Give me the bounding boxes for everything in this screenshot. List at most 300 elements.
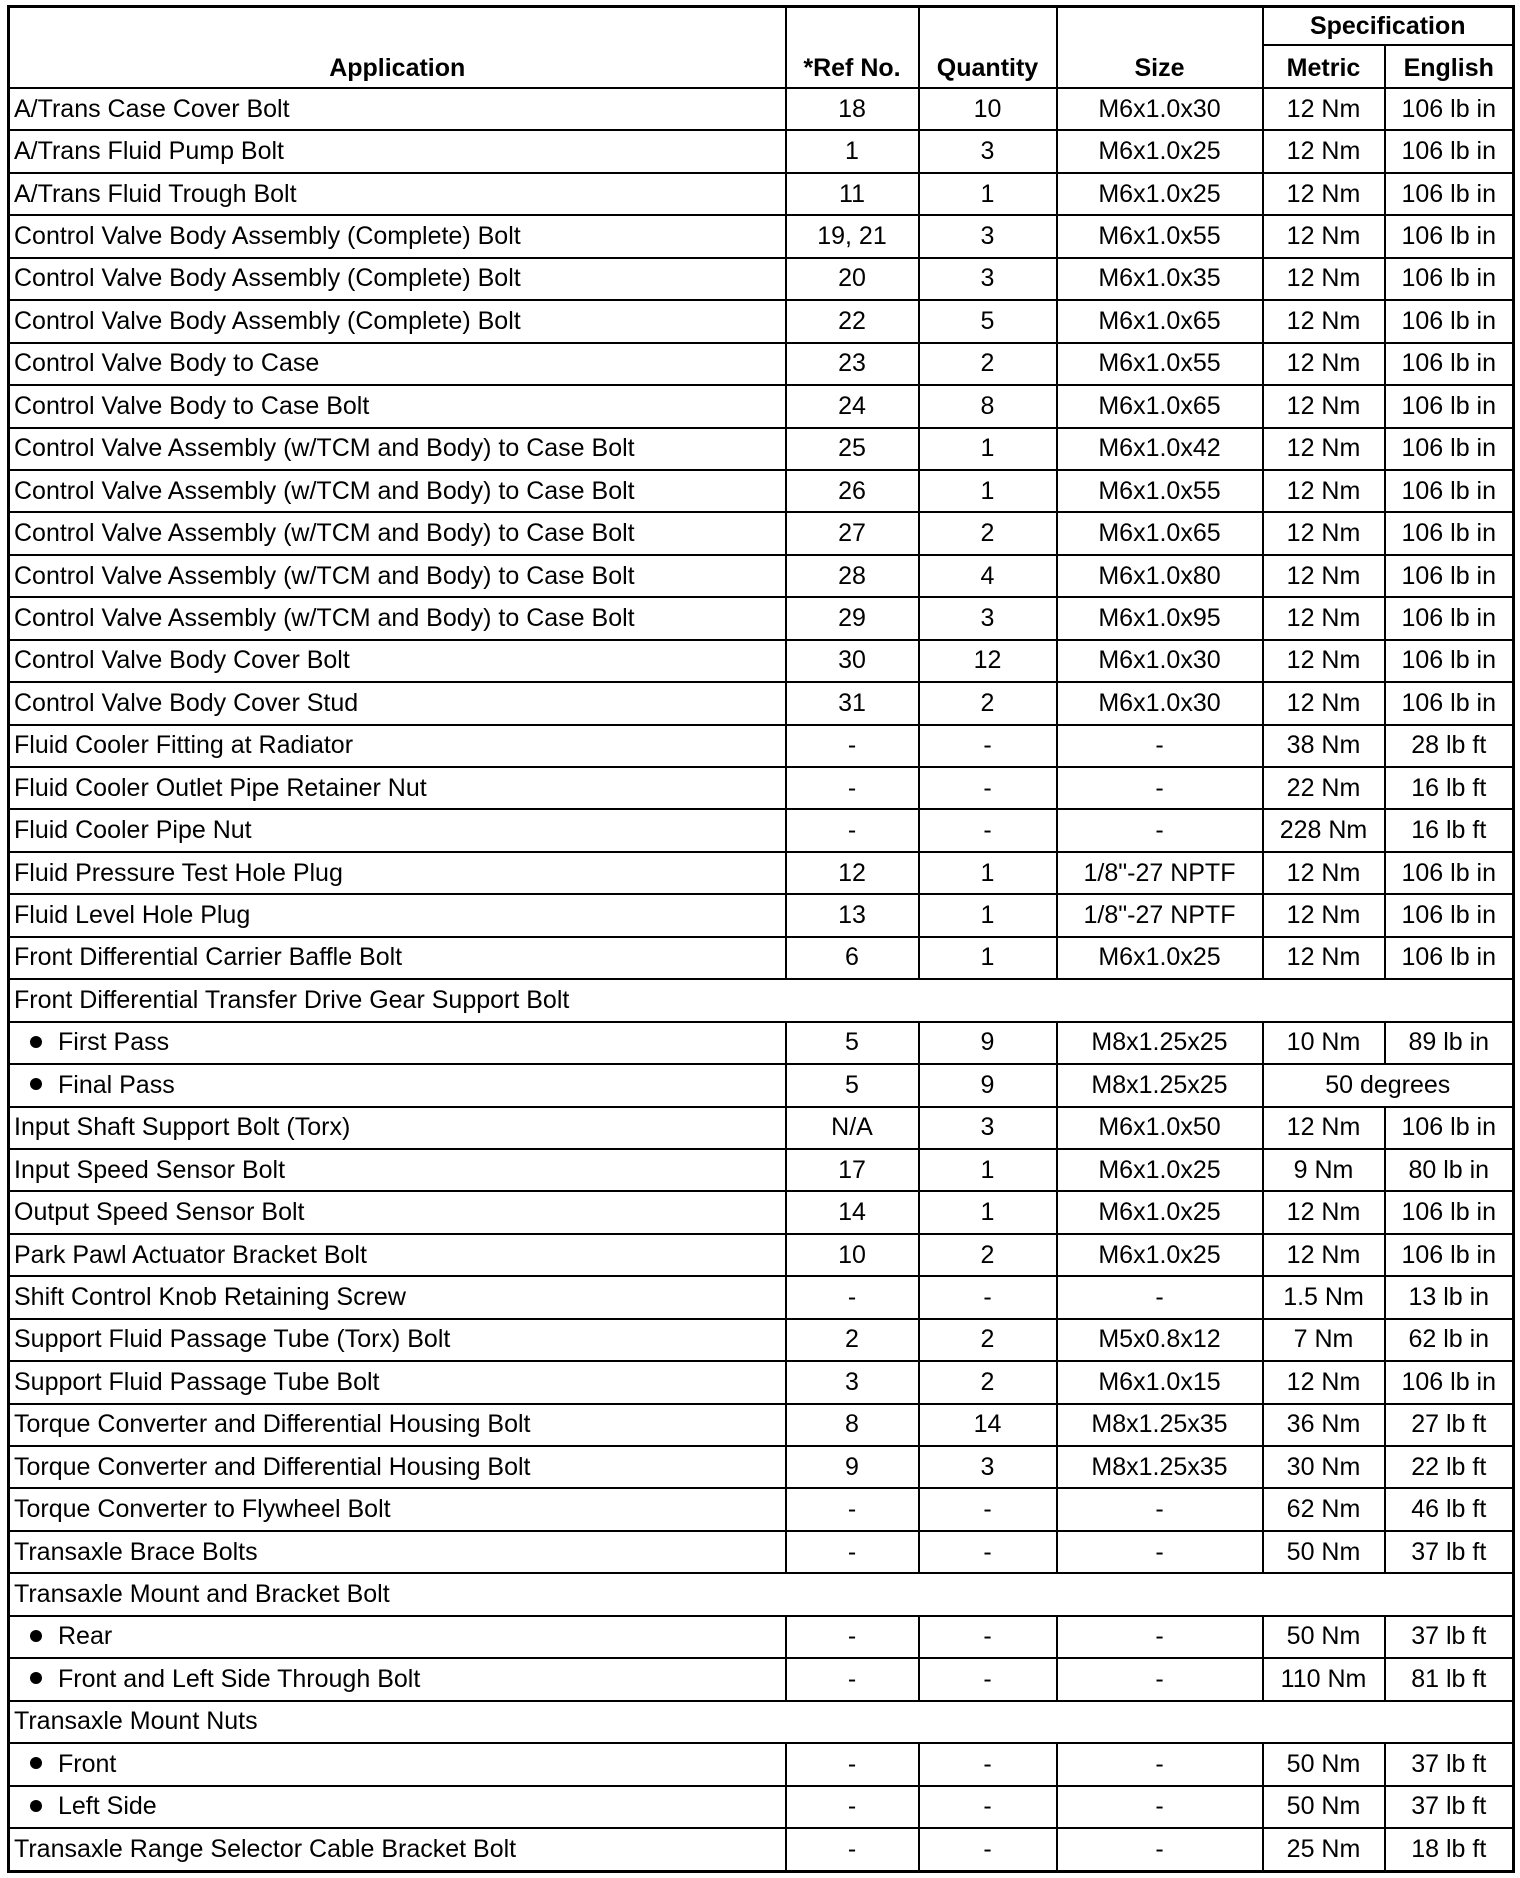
quantity-cell: 2 xyxy=(919,1234,1057,1276)
ref-no-cell: 3 xyxy=(786,1361,919,1403)
application-cell: Control Valve Body to Case xyxy=(9,343,786,385)
table-row xyxy=(9,1828,1514,1872)
metric-cell: 22 Nm xyxy=(1263,767,1385,809)
size-cell: 1/8"-27 NPTF xyxy=(1057,852,1263,894)
quantity-cell: 1 xyxy=(919,428,1057,470)
metric-cell: 228 Nm xyxy=(1263,809,1385,851)
size-cell: M6x1.0x30 xyxy=(1057,640,1263,682)
metric-cell: 12 Nm xyxy=(1263,1234,1385,1276)
quantity-cell: 5 xyxy=(919,300,1057,342)
application-cell: Torque Converter and Differential Housing Bolt xyxy=(9,1446,786,1488)
quantity-cell: 3 xyxy=(919,258,1057,300)
size-cell: M6x1.0x55 xyxy=(1057,470,1263,512)
bullet-icon xyxy=(30,1757,42,1769)
ref-no-cell: - xyxy=(786,1531,919,1573)
table-row xyxy=(9,1743,1514,1785)
metric-cell: 50 Nm xyxy=(1263,1531,1385,1573)
english-cell: 18 lb ft xyxy=(1385,1828,1514,1872)
metric-cell: 12 Nm xyxy=(1263,852,1385,894)
size-cell: M6x1.0x95 xyxy=(1057,597,1263,639)
group-label-cell: Transaxle Mount Nuts xyxy=(9,1701,1514,1743)
size-cell: M8x1.25x25 xyxy=(1057,1022,1263,1064)
ref-no-cell: 22 xyxy=(786,300,919,342)
english-cell: 106 lb in xyxy=(1385,682,1514,724)
size-cell: M6x1.0x25 xyxy=(1057,130,1263,172)
english-cell: 106 lb in xyxy=(1385,1234,1514,1276)
english-cell: 106 lb in xyxy=(1385,173,1514,215)
table-row xyxy=(9,1404,1514,1446)
metric-cell: 12 Nm xyxy=(1263,343,1385,385)
table-row xyxy=(9,894,1514,936)
table-row xyxy=(9,1107,1514,1149)
ref-no-cell: 25 xyxy=(786,428,919,470)
ref-no-cell: 14 xyxy=(786,1191,919,1233)
english-cell: 106 lb in xyxy=(1385,470,1514,512)
column-header-application: Application xyxy=(9,7,786,89)
group-label-cell: Front Differential Transfer Drive Gear Support Bolt xyxy=(9,979,1514,1021)
ref-no-cell: - xyxy=(786,1743,919,1785)
english-cell: 28 lb ft xyxy=(1385,725,1514,767)
metric-cell: 30 Nm xyxy=(1263,1446,1385,1488)
ref-no-cell: 1 xyxy=(786,130,919,172)
ref-no-cell: - xyxy=(786,1276,919,1318)
english-cell: 106 lb in xyxy=(1385,937,1514,979)
application-label: Final Pass xyxy=(58,1070,175,1099)
size-cell: - xyxy=(1057,1531,1263,1573)
size-cell: M6x1.0x65 xyxy=(1057,300,1263,342)
bullet-icon xyxy=(30,1036,42,1048)
ref-no-cell: 28 xyxy=(786,555,919,597)
application-cell: Fluid Cooler Outlet Pipe Retainer Nut xyxy=(9,767,786,809)
quantity-cell: 4 xyxy=(919,555,1057,597)
metric-cell: 12 Nm xyxy=(1263,1107,1385,1149)
ref-no-cell: 9 xyxy=(786,1446,919,1488)
metric-cell: 7 Nm xyxy=(1263,1319,1385,1361)
quantity-cell: - xyxy=(919,767,1057,809)
metric-cell: 50 Nm xyxy=(1263,1786,1385,1828)
size-cell: M6x1.0x15 xyxy=(1057,1361,1263,1403)
quantity-cell: - xyxy=(919,809,1057,851)
quantity-cell: 3 xyxy=(919,597,1057,639)
english-cell: 37 lb ft xyxy=(1385,1743,1514,1785)
quantity-cell: 9 xyxy=(919,1022,1057,1064)
size-cell: M6x1.0x25 xyxy=(1057,937,1263,979)
application-cell: Control Valve Assembly (w/TCM and Body) to Case Bolt xyxy=(9,555,786,597)
quantity-cell: - xyxy=(919,1616,1057,1658)
size-cell: M6x1.0x50 xyxy=(1057,1107,1263,1149)
quantity-cell: - xyxy=(919,1786,1057,1828)
bullet-icon xyxy=(30,1672,42,1684)
quantity-cell: 9 xyxy=(919,1064,1057,1106)
metric-cell: 12 Nm xyxy=(1263,300,1385,342)
metric-cell: 12 Nm xyxy=(1263,682,1385,724)
english-cell: 81 lb ft xyxy=(1385,1658,1514,1700)
application-cell xyxy=(9,1064,786,1106)
metric-cell: 12 Nm xyxy=(1263,640,1385,682)
bullet-icon xyxy=(30,1078,42,1090)
table-row xyxy=(9,512,1514,554)
column-header-quantity: Quantity xyxy=(919,7,1057,89)
application-label: Left Side xyxy=(58,1792,157,1821)
english-cell: 106 lb in xyxy=(1385,258,1514,300)
application-cell: Front Differential Carrier Baffle Bolt xyxy=(9,937,786,979)
column-header-english: English xyxy=(1385,45,1514,88)
table-row xyxy=(9,1361,1514,1403)
english-cell: 80 lb in xyxy=(1385,1149,1514,1191)
size-cell: M8x1.25x35 xyxy=(1057,1446,1263,1488)
ref-no-cell: 5 xyxy=(786,1022,919,1064)
ref-no-cell: 6 xyxy=(786,937,919,979)
quantity-cell: 1 xyxy=(919,937,1057,979)
english-cell: 27 lb ft xyxy=(1385,1404,1514,1446)
size-cell: M6x1.0x80 xyxy=(1057,555,1263,597)
quantity-cell: - xyxy=(919,1743,1057,1785)
english-cell: 16 lb ft xyxy=(1385,809,1514,851)
table-row xyxy=(9,682,1514,724)
table-row xyxy=(9,555,1514,597)
application-cell xyxy=(9,1786,786,1828)
size-cell: - xyxy=(1057,1658,1263,1700)
ref-no-cell: - xyxy=(786,1828,919,1872)
size-cell: - xyxy=(1057,1786,1263,1828)
table-row xyxy=(9,300,1514,342)
group-label-cell: Transaxle Mount and Bracket Bolt xyxy=(9,1573,1514,1615)
metric-cell: 12 Nm xyxy=(1263,894,1385,936)
english-cell: 106 lb in xyxy=(1385,894,1514,936)
application-cell: Fluid Cooler Pipe Nut xyxy=(9,809,786,851)
application-cell: Input Shaft Support Bolt (Torx) xyxy=(9,1107,786,1149)
metric-cell: 12 Nm xyxy=(1263,1361,1385,1403)
english-cell: 37 lb ft xyxy=(1385,1616,1514,1658)
english-cell: 106 lb in xyxy=(1385,300,1514,342)
application-label: Front xyxy=(58,1749,117,1778)
ref-no-cell: 18 xyxy=(786,88,919,130)
quantity-cell: 1 xyxy=(919,173,1057,215)
metric-cell: 36 Nm xyxy=(1263,1404,1385,1446)
application-cell: Control Valve Assembly (w/TCM and Body) to Case Bolt xyxy=(9,428,786,470)
size-cell: M6x1.0x25 xyxy=(1057,1191,1263,1233)
size-cell: M6x1.0x30 xyxy=(1057,88,1263,130)
ref-no-cell: 24 xyxy=(786,385,919,427)
ref-no-cell: - xyxy=(786,809,919,851)
english-cell: 106 lb in xyxy=(1385,852,1514,894)
table-row xyxy=(9,1234,1514,1276)
column-header-size: Size xyxy=(1057,7,1263,89)
metric-cell: 12 Nm xyxy=(1263,555,1385,597)
english-cell: 106 lb in xyxy=(1385,130,1514,172)
quantity-cell: 8 xyxy=(919,385,1057,427)
metric-cell: 12 Nm xyxy=(1263,130,1385,172)
application-cell: Control Valve Body Cover Stud xyxy=(9,682,786,724)
size-cell: - xyxy=(1057,809,1263,851)
table-row xyxy=(9,809,1514,851)
ref-no-cell: - xyxy=(786,767,919,809)
size-cell: M6x1.0x35 xyxy=(1057,258,1263,300)
table-row xyxy=(9,1064,1514,1106)
application-cell: Torque Converter and Differential Housing Bolt xyxy=(9,1404,786,1446)
table-body xyxy=(9,88,1514,1872)
table-row xyxy=(9,173,1514,215)
application-cell xyxy=(9,1022,786,1064)
table-row xyxy=(9,1319,1514,1361)
quantity-cell: 1 xyxy=(919,1191,1057,1233)
english-cell: 106 lb in xyxy=(1385,555,1514,597)
ref-no-cell: - xyxy=(786,1658,919,1700)
application-cell: Transaxle Brace Bolts xyxy=(9,1531,786,1573)
metric-cell: 25 Nm xyxy=(1263,1828,1385,1872)
english-cell: 106 lb in xyxy=(1385,1361,1514,1403)
metric-cell: 50 Nm xyxy=(1263,1616,1385,1658)
specification-cell: 50 degrees xyxy=(1263,1064,1514,1106)
size-cell: - xyxy=(1057,1488,1263,1530)
ref-no-cell: - xyxy=(786,1488,919,1530)
quantity-cell: 1 xyxy=(919,852,1057,894)
metric-cell: 12 Nm xyxy=(1263,597,1385,639)
table-header xyxy=(9,7,1514,89)
application-cell: Control Valve Body Assembly (Complete) Bolt xyxy=(9,300,786,342)
english-cell: 89 lb in xyxy=(1385,1022,1514,1064)
metric-cell: 12 Nm xyxy=(1263,937,1385,979)
size-cell: M6x1.0x42 xyxy=(1057,428,1263,470)
table-row xyxy=(9,725,1514,767)
english-cell: 106 lb in xyxy=(1385,215,1514,257)
table-row xyxy=(9,428,1514,470)
english-cell: 106 lb in xyxy=(1385,512,1514,554)
quantity-cell: 3 xyxy=(919,1107,1057,1149)
application-cell: Torque Converter to Flywheel Bolt xyxy=(9,1488,786,1530)
english-cell: 106 lb in xyxy=(1385,88,1514,130)
table-row xyxy=(9,258,1514,300)
quantity-cell: - xyxy=(919,1828,1057,1872)
quantity-cell: 14 xyxy=(919,1404,1057,1446)
metric-cell: 12 Nm xyxy=(1263,470,1385,512)
quantity-cell: 3 xyxy=(919,215,1057,257)
application-label: First Pass xyxy=(58,1028,170,1057)
ref-no-cell: - xyxy=(786,1616,919,1658)
metric-cell: 12 Nm xyxy=(1263,385,1385,427)
table-row xyxy=(9,470,1514,512)
size-cell: - xyxy=(1057,767,1263,809)
table-group-row xyxy=(9,979,1514,1021)
ref-no-cell: 31 xyxy=(786,682,919,724)
table-row xyxy=(9,1488,1514,1530)
application-cell: Control Valve Assembly (w/TCM and Body) to Case Bolt xyxy=(9,597,786,639)
quantity-cell: 2 xyxy=(919,1319,1057,1361)
size-cell: M5x0.8x12 xyxy=(1057,1319,1263,1361)
quantity-cell: - xyxy=(919,725,1057,767)
table-row xyxy=(9,1446,1514,1488)
english-cell: 106 lb in xyxy=(1385,428,1514,470)
ref-no-cell: 8 xyxy=(786,1404,919,1446)
size-cell: M6x1.0x55 xyxy=(1057,343,1263,385)
application-cell: Park Pawl Actuator Bracket Bolt xyxy=(9,1234,786,1276)
application-cell: Support Fluid Passage Tube Bolt xyxy=(9,1361,786,1403)
table-row xyxy=(9,1022,1514,1064)
application-cell xyxy=(9,1616,786,1658)
metric-cell: 50 Nm xyxy=(1263,1743,1385,1785)
english-cell: 106 lb in xyxy=(1385,597,1514,639)
size-cell: M6x1.0x65 xyxy=(1057,512,1263,554)
size-cell: M6x1.0x25 xyxy=(1057,1234,1263,1276)
bullet-icon xyxy=(30,1630,42,1642)
size-cell: - xyxy=(1057,1743,1263,1785)
application-cell: Output Speed Sensor Bolt xyxy=(9,1191,786,1233)
english-cell: 37 lb ft xyxy=(1385,1531,1514,1573)
english-cell: 16 lb ft xyxy=(1385,767,1514,809)
quantity-cell: - xyxy=(919,1658,1057,1700)
ref-no-cell: 26 xyxy=(786,470,919,512)
table-row xyxy=(9,767,1514,809)
table-group-row xyxy=(9,1701,1514,1743)
english-cell: 106 lb in xyxy=(1385,1107,1514,1149)
english-cell: 37 lb ft xyxy=(1385,1786,1514,1828)
ref-no-cell: - xyxy=(786,1786,919,1828)
quantity-cell: 1 xyxy=(919,894,1057,936)
metric-cell: 12 Nm xyxy=(1263,173,1385,215)
table-row xyxy=(9,1191,1514,1233)
table-row xyxy=(9,1786,1514,1828)
quantity-cell: 10 xyxy=(919,88,1057,130)
size-cell: M6x1.0x30 xyxy=(1057,682,1263,724)
english-cell: 106 lb in xyxy=(1385,343,1514,385)
size-cell: - xyxy=(1057,1616,1263,1658)
table-row xyxy=(9,1149,1514,1191)
english-cell: 106 lb in xyxy=(1385,1191,1514,1233)
table-row xyxy=(9,385,1514,427)
table-row xyxy=(9,88,1514,130)
english-cell: 106 lb in xyxy=(1385,640,1514,682)
column-header-metric: Metric xyxy=(1263,45,1385,88)
ref-no-cell: 2 xyxy=(786,1319,919,1361)
size-cell: M6x1.0x55 xyxy=(1057,215,1263,257)
size-cell: - xyxy=(1057,1828,1263,1872)
quantity-cell: - xyxy=(919,1488,1057,1530)
metric-cell: 12 Nm xyxy=(1263,428,1385,470)
table-row xyxy=(9,1616,1514,1658)
metric-cell: 12 Nm xyxy=(1263,1191,1385,1233)
ref-no-cell: 30 xyxy=(786,640,919,682)
metric-cell: 9 Nm xyxy=(1263,1149,1385,1191)
english-cell: 106 lb in xyxy=(1385,385,1514,427)
table-row xyxy=(9,1531,1514,1573)
application-cell: Control Valve Body Cover Bolt xyxy=(9,640,786,682)
ref-no-cell: 20 xyxy=(786,258,919,300)
quantity-cell: 1 xyxy=(919,470,1057,512)
quantity-cell: 12 xyxy=(919,640,1057,682)
application-label: Front and Left Side Through Bolt xyxy=(58,1664,421,1693)
application-cell: Support Fluid Passage Tube (Torx) Bolt xyxy=(9,1319,786,1361)
table-group-row xyxy=(9,1573,1514,1615)
column-header-ref-no: *Ref No. xyxy=(786,7,919,89)
bullet-icon xyxy=(30,1800,42,1812)
table-row xyxy=(9,597,1514,639)
size-cell: 1/8"-27 NPTF xyxy=(1057,894,1263,936)
quantity-cell: 3 xyxy=(919,130,1057,172)
size-cell: - xyxy=(1057,725,1263,767)
quantity-cell: 2 xyxy=(919,682,1057,724)
ref-no-cell: 17 xyxy=(786,1149,919,1191)
application-cell: Control Valve Body Assembly (Complete) Bolt xyxy=(9,215,786,257)
application-cell: Input Speed Sensor Bolt xyxy=(9,1149,786,1191)
table-row xyxy=(9,343,1514,385)
ref-no-cell: 27 xyxy=(786,512,919,554)
english-cell: 62 lb in xyxy=(1385,1319,1514,1361)
table-row xyxy=(9,130,1514,172)
quantity-cell: 2 xyxy=(919,512,1057,554)
ref-no-cell: 23 xyxy=(786,343,919,385)
ref-no-cell: - xyxy=(786,725,919,767)
application-cell: A/Trans Case Cover Bolt xyxy=(9,88,786,130)
ref-no-cell: 5 xyxy=(786,1064,919,1106)
application-cell xyxy=(9,1743,786,1785)
ref-no-cell: 11 xyxy=(786,173,919,215)
quantity-cell: 2 xyxy=(919,1361,1057,1403)
ref-no-cell: 19, 21 xyxy=(786,215,919,257)
table-row xyxy=(9,640,1514,682)
application-cell: Control Valve Body Assembly (Complete) Bolt xyxy=(9,258,786,300)
metric-cell: 12 Nm xyxy=(1263,215,1385,257)
application-cell: Control Valve Assembly (w/TCM and Body) to Case Bolt xyxy=(9,470,786,512)
table-row xyxy=(9,1276,1514,1318)
metric-cell: 62 Nm xyxy=(1263,1488,1385,1530)
metric-cell: 12 Nm xyxy=(1263,88,1385,130)
application-cell: Control Valve Body to Case Bolt xyxy=(9,385,786,427)
metric-cell: 10 Nm xyxy=(1263,1022,1385,1064)
table-row xyxy=(9,852,1514,894)
application-cell xyxy=(9,1658,786,1700)
ref-no-cell: N/A xyxy=(786,1107,919,1149)
application-cell: Fluid Pressure Test Hole Plug xyxy=(9,852,786,894)
quantity-cell: - xyxy=(919,1276,1057,1318)
size-cell: M8x1.25x25 xyxy=(1057,1064,1263,1106)
metric-cell: 38 Nm xyxy=(1263,725,1385,767)
metric-cell: 12 Nm xyxy=(1263,258,1385,300)
application-cell: Shift Control Knob Retaining Screw xyxy=(9,1276,786,1318)
metric-cell: 12 Nm xyxy=(1263,512,1385,554)
table-row xyxy=(9,1658,1514,1700)
application-cell: A/Trans Fluid Trough Bolt xyxy=(9,173,786,215)
english-cell: 46 lb ft xyxy=(1385,1488,1514,1530)
ref-no-cell: 12 xyxy=(786,852,919,894)
size-cell: - xyxy=(1057,1276,1263,1318)
ref-no-cell: 29 xyxy=(786,597,919,639)
application-cell: Transaxle Range Selector Cable Bracket Bolt xyxy=(9,1828,786,1872)
size-cell: M8x1.25x35 xyxy=(1057,1404,1263,1446)
ref-no-cell: 13 xyxy=(786,894,919,936)
ref-no-cell: 10 xyxy=(786,1234,919,1276)
metric-cell: 110 Nm xyxy=(1263,1658,1385,1700)
application-cell: Fluid Cooler Fitting at Radiator xyxy=(9,725,786,767)
quantity-cell: 1 xyxy=(919,1149,1057,1191)
quantity-cell: 2 xyxy=(919,343,1057,385)
application-cell: Fluid Level Hole Plug xyxy=(9,894,786,936)
size-cell: M6x1.0x25 xyxy=(1057,173,1263,215)
english-cell: 22 lb ft xyxy=(1385,1446,1514,1488)
english-cell: 13 lb in xyxy=(1385,1276,1514,1318)
application-cell: A/Trans Fluid Pump Bolt xyxy=(9,130,786,172)
column-header-specification: Specification xyxy=(1263,7,1514,46)
size-cell: M6x1.0x25 xyxy=(1057,1149,1263,1191)
fastener-torque-table xyxy=(7,5,1515,1873)
application-cell: Control Valve Assembly (w/TCM and Body) to Case Bolt xyxy=(9,512,786,554)
table-row xyxy=(9,937,1514,979)
quantity-cell: - xyxy=(919,1531,1057,1573)
metric-cell: 1.5 Nm xyxy=(1263,1276,1385,1318)
size-cell: M6x1.0x65 xyxy=(1057,385,1263,427)
table-row xyxy=(9,215,1514,257)
quantity-cell: 3 xyxy=(919,1446,1057,1488)
application-label: Rear xyxy=(58,1622,113,1651)
